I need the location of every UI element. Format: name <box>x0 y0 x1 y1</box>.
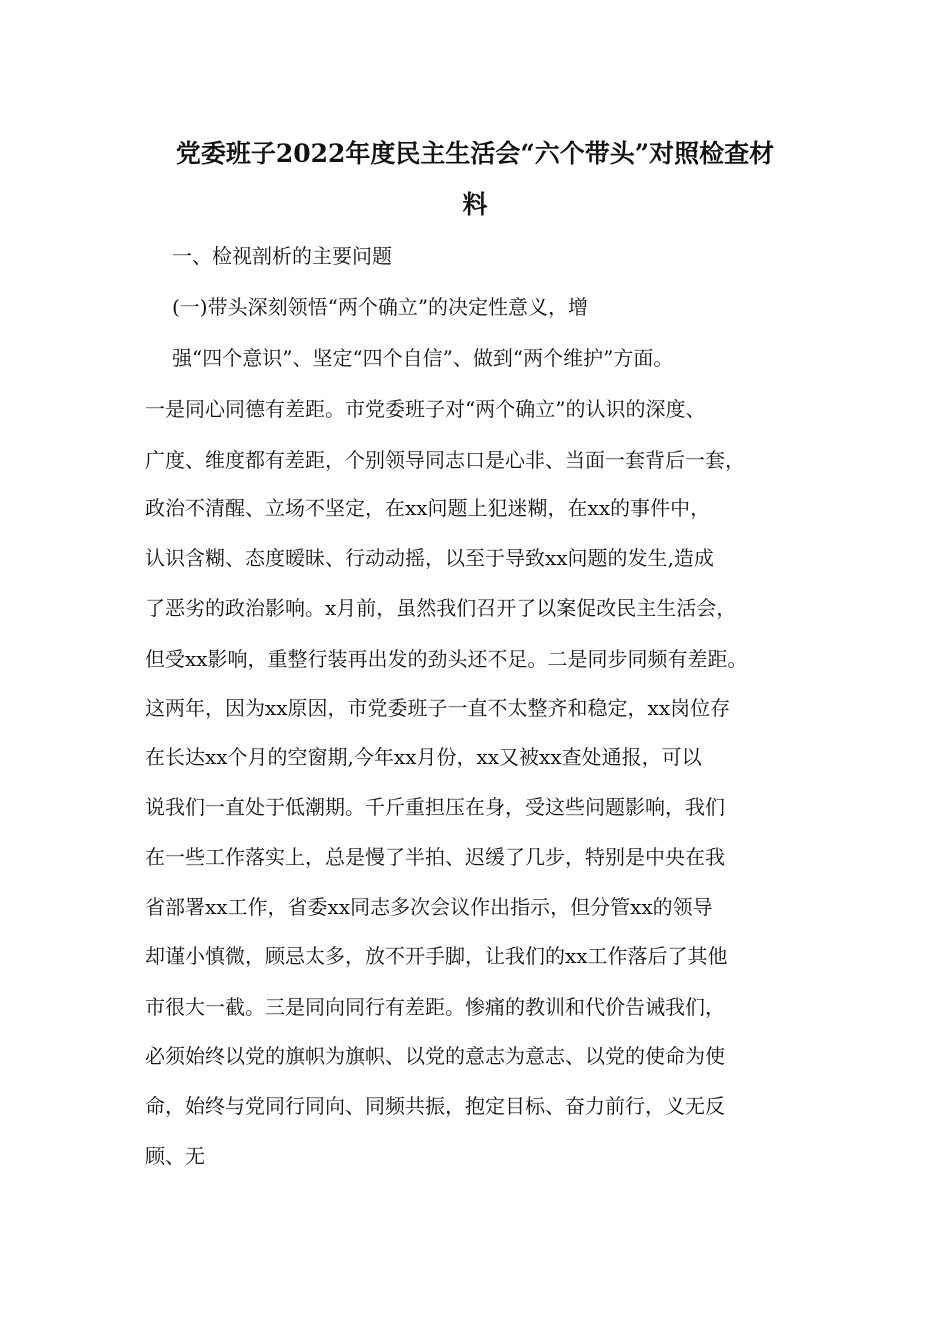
body-line: 命，始终与党同行同向、同频共振，抱定目标、奋力前行，义无反 <box>145 1094 725 1118</box>
body-line: 但受xx影响，重整行装再出发的劲头还不足。二是同步同频有差距。 <box>145 647 748 671</box>
body-line: 说我们一直处于低潮期。千斤重担压在身，受这些问题影响，我们 <box>145 795 725 819</box>
body-line: 一是同心同德有差距。市党委班子对“两个确立”的认识的深度、 <box>145 397 706 421</box>
body-line: 强“四个意识”、坚定“四个自信”、做到“两个维护”方面。 <box>172 346 674 370</box>
body-line: 在一些工作落实上，总是慢了半拍、迟缓了几步，特别是中央在我 <box>145 845 725 869</box>
body-line: 这两年，因为xx原因，市党委班子一直不太整齐和稳定，xx岗位存 <box>145 696 731 720</box>
body-line: 顾、无 <box>145 1144 205 1168</box>
body-line: 省部署xx工作，省委xx同志多次会议作出指示，但分管xx的领导 <box>145 895 713 919</box>
body-line: 政治不清醒、立场不坚定，在xx问题上犯迷糊，在xx的事件中， <box>145 496 711 520</box>
body-line: 认识含糊、态度暧昧、行动动摇，以至于导致xx问题的发生,造成 <box>145 546 714 570</box>
body-line: 却谨小慎微，顾忌太多，放不开手脚，让我们的xx工作落后了其他 <box>145 944 728 968</box>
subsection-heading: (一)带头深刻领悟“两个确立”的决定性意义，增 <box>172 295 589 319</box>
body-line: 了恶劣的政治影响。x月前，虽然我们召开了以案促改民主生活会， <box>145 596 737 620</box>
document-title-line-2: 料 <box>462 190 488 219</box>
body-line: 在长达xx个月的空窗期,今年xx月份，xx又被xx查处通报，可以 <box>145 745 702 769</box>
body-line: 广度、维度都有差距，个别领导同志口是心非、当面一套背后一套， <box>145 448 745 472</box>
body-line: 必须始终以党的旗帜为旗帜、以党的意志为意志、以党的使命为使 <box>145 1044 725 1068</box>
body-line: 市很大一截。三是同向同行有差距。惨痛的教训和代价告诫我们， <box>145 995 725 1019</box>
document-title-line-1: 党委班子2022年度民主生活会“六个带头”对照检查材 <box>175 139 775 168</box>
section-heading: 一、检视剖析的主要问题 <box>172 244 392 268</box>
